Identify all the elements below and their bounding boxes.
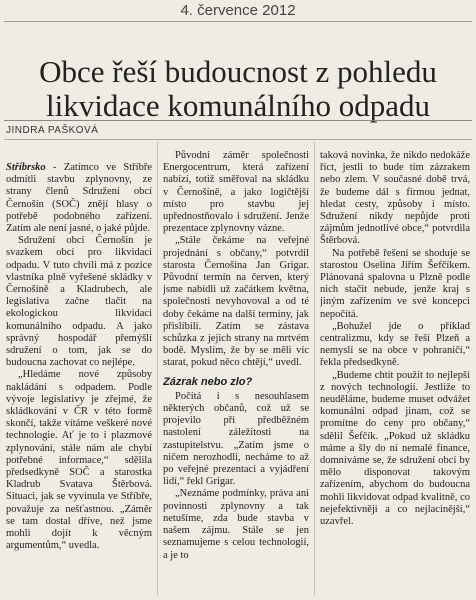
paragraph: „Stále čekáme na veřejné projednání s občany,“ potvrdil starosta Černošína Jan Grigar. Původní termín na červen, který jsme nabídli už začátkem května, společnosti nevyhovoval a od té doby čekáme na další termíny, jak přislíbili. Zatím se zástava schůzka z jejich strany na mrtvém bodě. Myslím, že by se měli víc starat, pokud něco chtějí,“ uvedl.: [163, 235, 309, 369]
paragraph: „Neznáme podmínky, práva ani povinnosti zplynovny a tak netušíme, zda bude stavba v našem zájmu. Stále se jen seznamujeme s celou technologií, a je to: [163, 488, 309, 561]
paragraph: [6, 162, 152, 235]
byline-rule: [4, 120, 472, 121]
paragraph: Sdružení obcí Černošín je svazkem obcí pro likvidaci odpadu. V tuto chvíli má z pozice vlastníka plně vyřešené skládky v Černošíně a Kladrubech, ale legislativa začne tlačit na ekologickou likvidaci komunálního odpadu. A jako správný hospodář přemýšlí sdružení o tom, jak se do budoucna zachovat co nejlépe.: [6, 235, 152, 369]
paragraph: Na potřebě řešení se shoduje se starostou Oselina Jiřím Šefčíkem. Plánovaná spalovna u Plzně podle nich stačit nebude, jenže kraj s jiným zařízením ve své koncepci nepočítá.: [320, 247, 470, 320]
top-rule: [4, 21, 472, 22]
subheading: Zázrak nebo zlo?: [163, 375, 253, 388]
column-divider: [314, 142, 315, 596]
dateline: Stříbrsko: [6, 162, 46, 173]
column-divider: [157, 142, 158, 596]
issue-date: 4. července 2012: [180, 2, 296, 19]
paragraph: „Hledáme nové způsoby nakládání s odpadem. Podle vývoje legislativy je zřejmé, že skládkování v ČR v této formě skončí, takže vítáme veškeré nové technologie. Ať je to i plazmové zplynování, stále nám ale chybí potřebné informace,“ sdělila předsedkyně SOČ a starostka Kladrub Svatava Štěrbová. Situaci, jak se vyvinula ve Stříbře, považuje za nešťastnou. „Záměr se tam dostal dříve, než jsme mohli dojít k věcným argumentům,“ uvedla.: [6, 369, 152, 552]
byline-rule-bottom: [4, 139, 472, 140]
paragraph: „Bohužel jde o příklad centralizmu, kdy se řeší Plzeň a nemyslí se na obce v pohraničí,“ řekla předsedkyně.: [320, 320, 470, 369]
article-column-2: [163, 150, 309, 588]
article-headline: Obce řeší budoucnost z pohledu likvidace komunálního odpadu: [39, 53, 437, 123]
author-byline: JINDRA PAŠKOVÁ: [6, 125, 99, 136]
paragraph: taková novinka, že nikdo nedokáže říct, jestli to bude tím zázrakem nebo zlem. V současné době trvá, že budeme dál s firmou jednat, hledat cesty, způsoby i místo. Sdružení nikdy nepůjde proti zájmům jednotlivé obce,“ potvrdila Štěrbová.: [320, 150, 470, 247]
paragraph: „Budeme chtít použít to nejlepší z nových technologií. Jestliže to neuděláme, budeme muset odvážet komunální odpad jinam, což se promítne do ceny pro občany,“ sdělil Šefčík. „Pokud už skládku máme a šly do ní nemalé finance, domníváme se, že sdružení obcí by mělo disponovat takovým zařízením, abychom do budoucna mohli likvidovat odpad kvalitně, co nejefektivněji a co nejlacinější,“ uzavřel.: [320, 369, 470, 528]
article-column-1: [6, 162, 152, 600]
paragraph: Původní záměr společnosti Energocentrum, která zařízení nabízí, totiž směřoval na skládku v Černošíně, a jako logičtější místo pro stavbu jej upřednostňovalo i sdružení. Jenže prezentace zplynovny vázne.: [163, 150, 309, 235]
paragraph-text: - Zatímco ve Stříbře odmítli stavbu zplynovny, ze strany členů Sdružení obcí Černošín (SOČ) znějí hlasy o potřebě podobného zařízení. Zatím ale není jasné, o jaké půjde.: [6, 162, 152, 235]
article-column-3: [320, 150, 470, 588]
paragraph: Počítá i s nesouhlasem některých občanů, což už se projevilo při předběžném nastolení záležitosti na zastupitelstvu. „Zatím jsme o ničem nerozhodli, necháme to až po veřejné prezentaci a vyjádření lidí,“ řekl Grigar.: [163, 390, 309, 488]
